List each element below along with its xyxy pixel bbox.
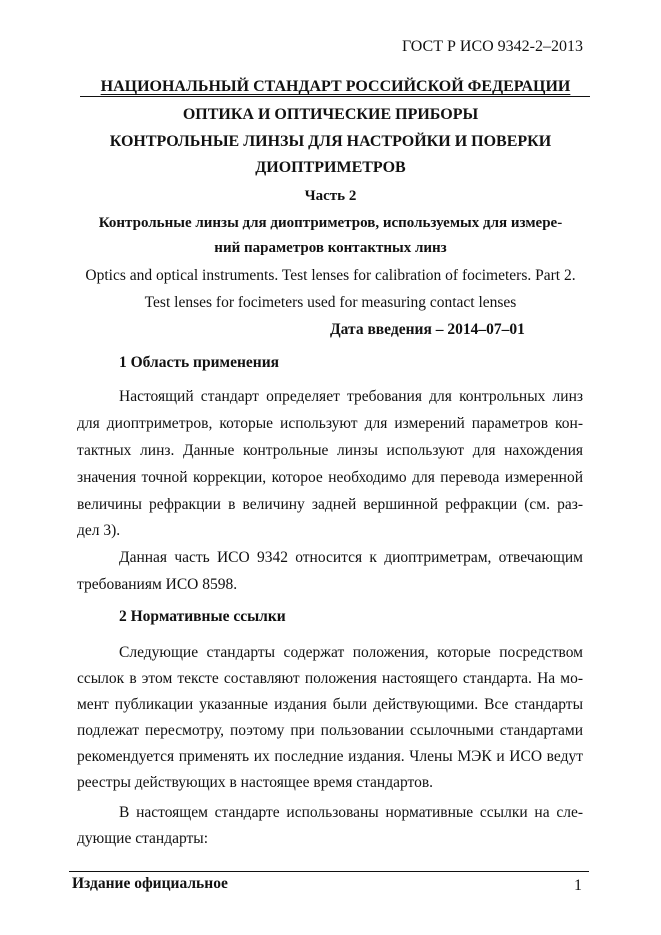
- introduction-date: Дата введения – 2014–07–01: [330, 321, 525, 338]
- title-line-2: КОНТРОЛЬНЫЕ ЛИНЗЫ ДЛЯ НАСТРОЙКИ И ПОВЕРКИ: [109, 133, 552, 150]
- title-line-3: ДИОПТРИМЕТРОВ: [255, 159, 406, 176]
- section-1-para-1-line: значения точной коррекции, которое необходимо для перевода измеренной: [77, 469, 583, 486]
- section-2-para-1-line: ссылок в этом тексте составляют положения настоящего стандарта. На мо-: [77, 670, 583, 687]
- subtitle-line-2: ний параметров контактных линз: [214, 240, 447, 256]
- section-2-para-1-line: рекомендуется применять их последние издания. Члены МЭК и ИСО ведут: [77, 748, 583, 765]
- part-label: Часть 2: [304, 188, 357, 204]
- section-1-para-2-line: требованиям ИСО 8598.: [77, 576, 238, 593]
- section-2-para-1-line: мент публикации указанные издания были действующими. Все стандарты: [77, 696, 583, 713]
- section-1-para-1-line: для диоптриметров, которые используют для измерений параметров кон-: [77, 415, 583, 432]
- footer-divider: [69, 871, 589, 872]
- english-title-line-1: Optics and optical instruments. Test lenses for calibration of focimeters. Part 2.: [85, 267, 576, 284]
- section-2-para-1-line: Следующие стандарты содержат положения, которые посредством: [119, 644, 583, 661]
- section-2-para-2-line: дующие стандарты:: [77, 830, 209, 847]
- section-2-heading: 2 Нормативные ссылки: [119, 608, 286, 625]
- subtitle-line-1: Контрольные линзы для диоптриметров, используемых для измере-: [98, 215, 563, 231]
- section-1-para-2-line: Данная часть ИСО 9342 относится к диоптриметрам, отвечающим: [119, 549, 583, 566]
- document-code: ГОСТ Р ИСО 9342-2–2013: [401, 38, 583, 55]
- section-1-para-1-line: тактных линз. Данные контрольные линзы используют для нахождения: [77, 442, 583, 459]
- national-standard-title: НАЦИОНАЛЬНЫЙ СТАНДАРТ РОССИЙСКОЙ ФЕДЕРАЦИИ: [100, 78, 571, 95]
- section-1-para-1-line: Настоящий стандарт определяет требования для контрольных линз: [119, 388, 583, 405]
- section-1-heading: 1 Область применения: [119, 354, 280, 371]
- english-title-line-2: Test lenses for focimeters used for measuring contact lenses: [144, 294, 517, 311]
- section-2-para-2-line: В настоящем стандарте использованы нормативные ссылки на сле-: [119, 804, 583, 821]
- section-2-para-1-line: подлежат пересмотру, поэтому при пользовании ссылочными стандартами: [77, 722, 583, 739]
- section-1-para-1-line: величины рефракции в величину задней вершинной рефракции (см. раз-: [77, 496, 583, 513]
- page-number: 1: [574, 877, 582, 894]
- section-1-para-1-line: дел 3).: [77, 522, 121, 539]
- section-2-para-1-line: реестры действующих в настоящее время стандартов.: [77, 774, 434, 791]
- title-divider: [80, 96, 590, 97]
- official-edition-label: Издание официальное: [72, 875, 228, 892]
- title-line-1: ОПТИКА И ОПТИЧЕСКИЕ ПРИБОРЫ: [182, 106, 479, 123]
